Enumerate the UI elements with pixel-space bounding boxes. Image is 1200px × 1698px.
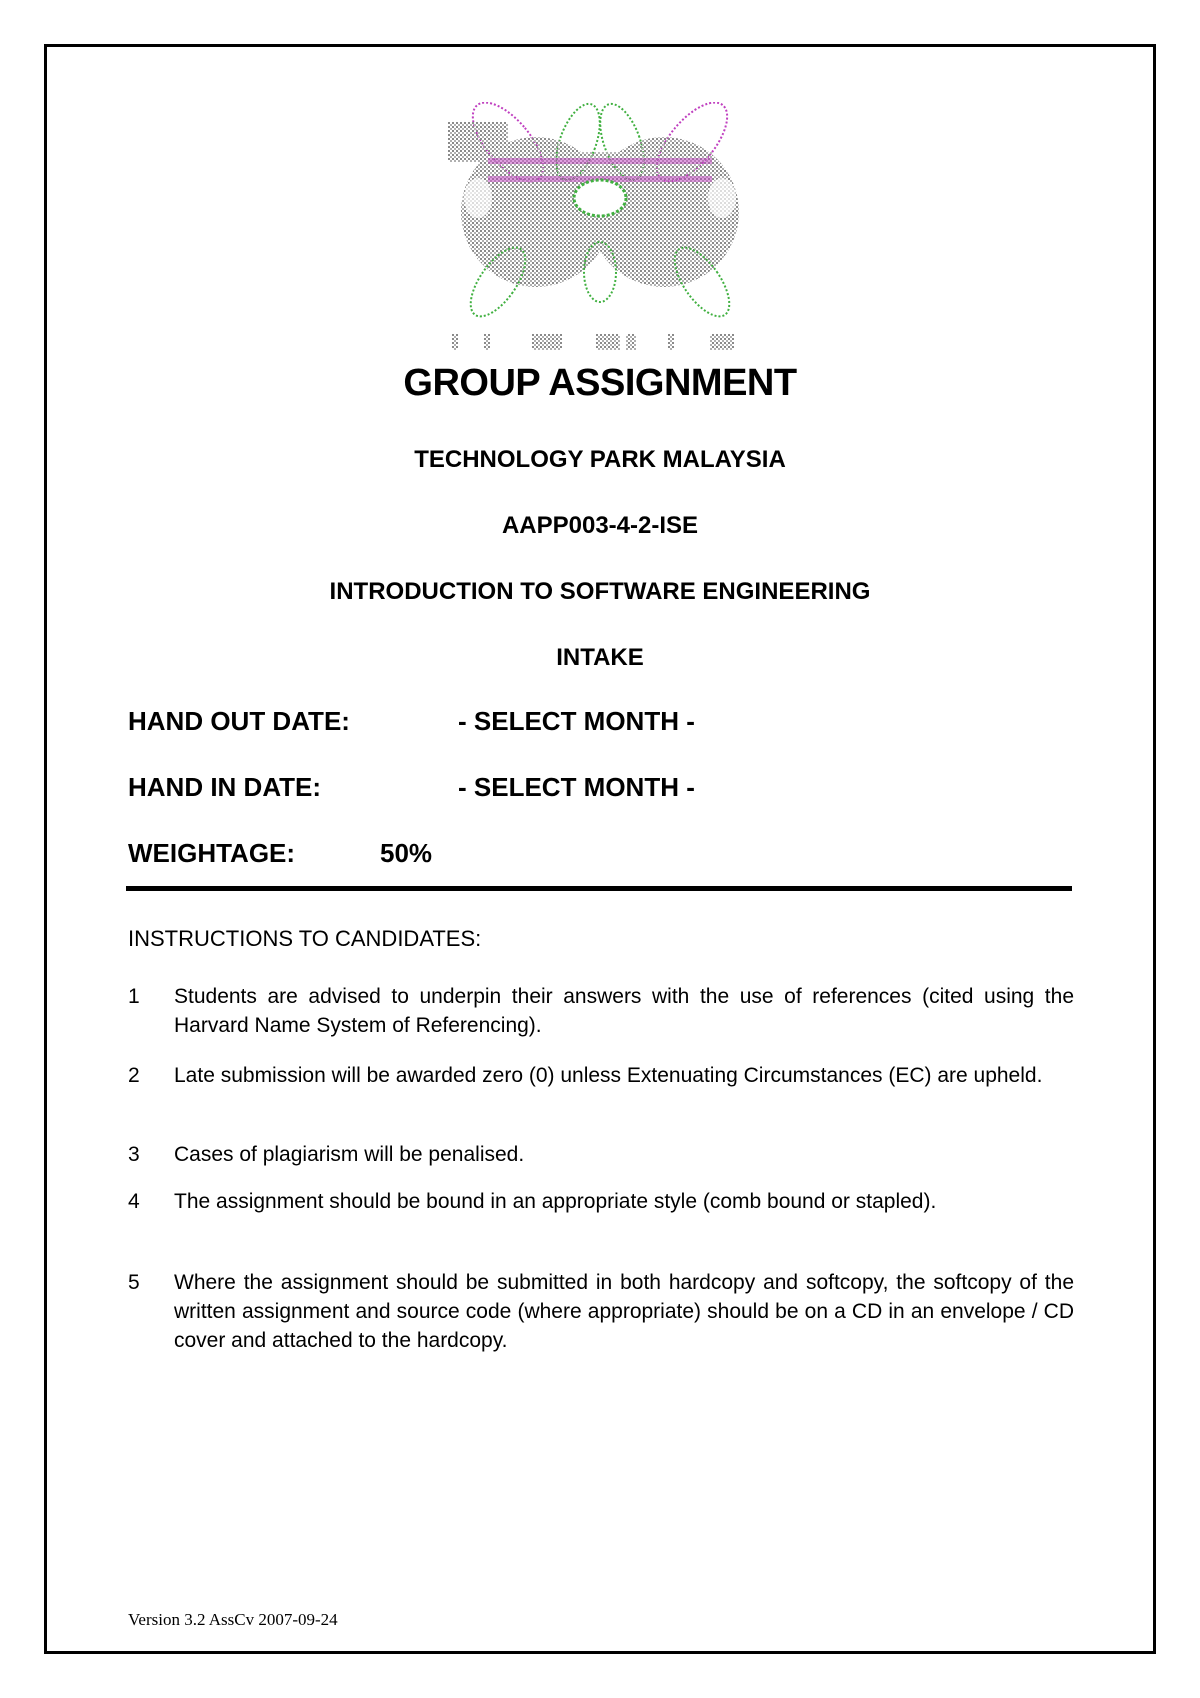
university-crest-logo — [448, 102, 752, 352]
instruction-number: 3 — [128, 1143, 140, 1166]
hand-out-date-label: HAND OUT DATE: — [128, 706, 350, 736]
weightage-value: 50% — [380, 838, 433, 868]
instruction-number: 2 — [128, 1064, 140, 1087]
instruction-text: The assignment should be bound in an appropriate style (comb bound or stapled). — [174, 1190, 937, 1213]
instruction-number: 1 — [128, 985, 140, 1008]
instruction-number: 5 — [128, 1271, 140, 1294]
hand-out-date-value[interactable]: - SELECT MONTH - — [458, 706, 695, 736]
instruction-item — [128, 1187, 1074, 1216]
instruction-text: Students are advised to underpin their answers with the use of references (cited using the Harvard Name System of Referencing). — [174, 985, 1074, 1037]
instruction-text: Where the assignment should be submitted in both hardcopy and softcopy, the softcopy of the written assignment and source code (where appropriate) should be on a CD in an envelope / CD cover and attached to the hardcopy. — [174, 1271, 1074, 1352]
instructions-heading: INSTRUCTIONS TO CANDIDATES: — [128, 926, 482, 951]
instruction-item — [128, 1268, 1074, 1355]
module-code: AAPP003-4-2-ISE — [501, 512, 699, 539]
instruction-item — [128, 1140, 1074, 1169]
instruction-item — [128, 982, 1074, 1040]
hand-in-date-value[interactable]: - SELECT MONTH - — [458, 772, 695, 802]
institution-name: TECHNOLOGY PARK MALAYSIA — [414, 446, 786, 473]
instruction-number: 4 — [128, 1190, 140, 1213]
section-divider — [126, 886, 1072, 891]
hand-in-date-label: HAND IN DATE: — [128, 772, 322, 802]
instruction-text: Cases of plagiarism will be penalised. — [174, 1143, 525, 1166]
page-title: GROUP ASSIGNMENT — [403, 362, 797, 404]
intake-label: INTAKE — [556, 644, 644, 671]
version-footer: Version 3.2 AssCv 2007-09-24 — [128, 1610, 338, 1629]
instruction-text: Late submission will be awarded zero (0) unless Extenuating Circumstances (EC) are upheld. — [174, 1064, 1043, 1087]
weightage-label: WEIGHTAGE: — [128, 838, 296, 868]
instruction-item — [128, 1061, 1074, 1090]
module-name: INTRODUCTION TO SOFTWARE ENGINEERING — [329, 578, 871, 605]
